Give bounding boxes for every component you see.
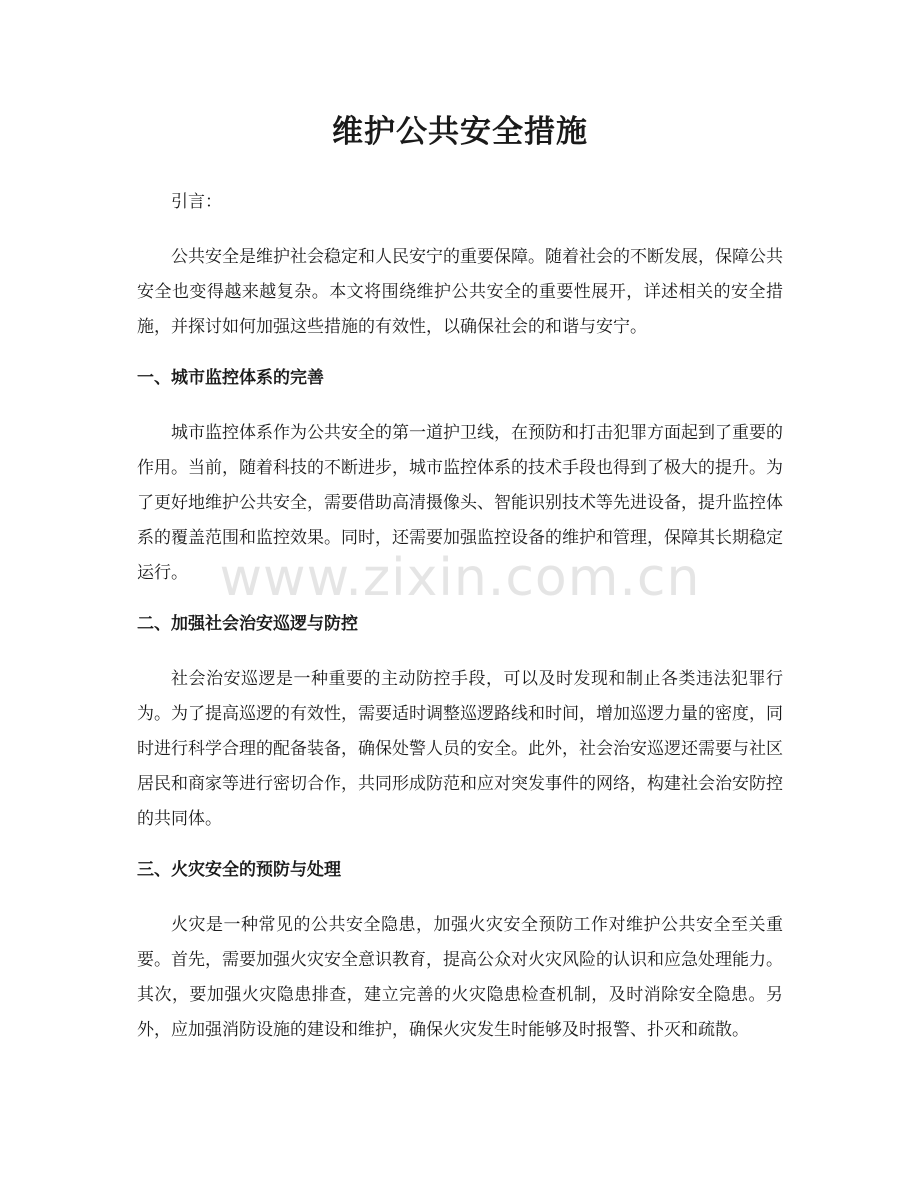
page-title: 维护公共安全措施	[332, 114, 588, 150]
watermark: www.zixin.com.cn	[219, 548, 701, 608]
intro-paragraph: 公共安全是维护社会稳定和人民安宁的重要保障。随着社会的不断发展，保障公共安全也变得越来越复杂。本文将围绕维护公共安全的重要性展开，详述相关的安全措施，并探讨如何加强这些措施的有效性，以确保社会的和谐与安宁。	[137, 247, 783, 337]
document-body	[137, 185, 783, 1048]
section-heading-2: 二、加强社会治安巡逻与防控	[137, 614, 358, 634]
section-paragraph-3: 火灾是一种常见的公共安全隐患，加强火灾安全预防工作对维护公共安全至关重要。首先，需要加强火灾安全意识教育，提高公众对火灾风险的认识和应急处理能力。其次，要加强火灾隐患排查，建立完善的火灾隐患检查机制，及时消除安全隐患。另外，应加强消防设施的建设和维护，确保火灾发生时能够及时报警、扑灭和疏散。	[137, 915, 783, 1040]
section-paragraph-1: 城市监控体系作为公共安全的第一道护卫线，在预防和打击犯罪方面起到了重要的作用。当前，随着科技的不断进步，城市监控体系的技术手段也得到了极大的提升。为了更好地维护公共安全，需要借助高清摄像头、智能识别技术等先进设备，提升监控体系的覆盖范围和监控效果。同时，还需要加强监控设备的维护和管理，保障其长期稳定运行。	[137, 423, 783, 583]
section-heading-1: 一、城市监控体系的完善	[137, 368, 324, 388]
section-heading-3: 三、火灾安全的预防与处理	[137, 860, 341, 880]
intro-label: 引言：	[171, 192, 222, 212]
section-paragraph-2: 社会治安巡逻是一种重要的主动防控手段，可以及时发现和制止各类违法犯罪行为。为了提高巡逻的有效性，需要适时调整巡逻路线和时间，增加巡逻力量的密度，同时进行科学合理的配备装备，确保处警人员的安全。此外，社会治安巡逻还需要与社区居民和商家等进行密切合作，共同形成防范和应对突发事件的网络，构建社会治安防控的共同体。	[137, 669, 783, 829]
